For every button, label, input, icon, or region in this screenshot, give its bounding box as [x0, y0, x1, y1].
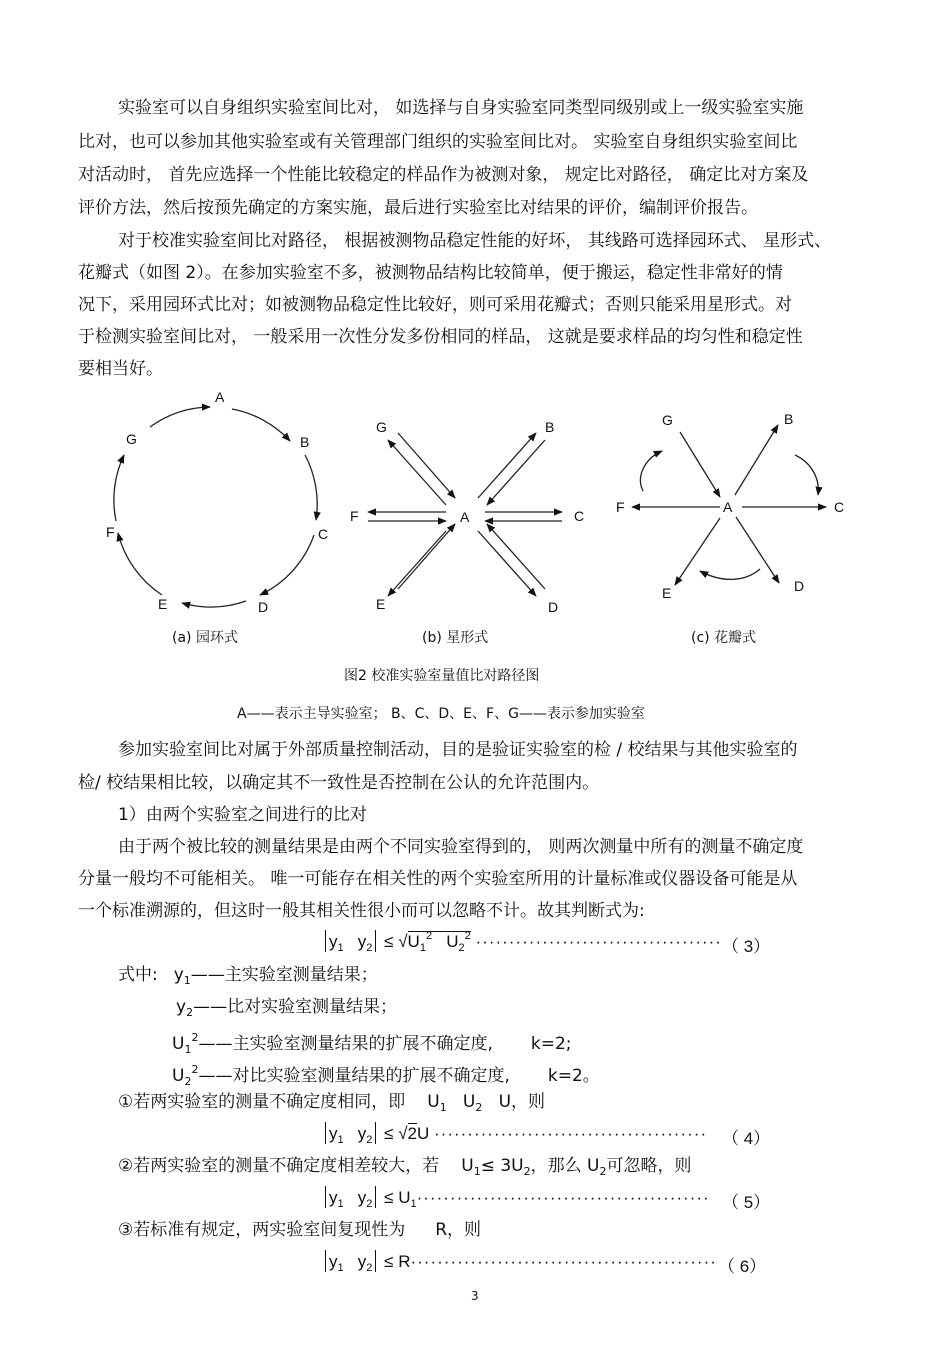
- equation-6-number: （ 6）: [718, 1257, 767, 1276]
- def3-text: ——主实验室测量结果的扩展不确定度,: [198, 1034, 493, 1054]
- equation-4: $y_1$ $y_2 \le √2U$ ·········································: [322, 1122, 707, 1146]
- figure-caption: 图2 校准实验室量值比对路径图: [344, 668, 540, 684]
- def4-line: [172, 1059, 600, 1093]
- subcaption-b: (b) 星形式: [422, 630, 489, 646]
- ring-label-b: B: [300, 434, 310, 450]
- def4-k: k=2。: [547, 1066, 600, 1086]
- star-label-d: D: [548, 599, 559, 615]
- petal-label-e: E: [662, 585, 672, 601]
- case2-mid: ，那么: [530, 1156, 582, 1176]
- case3-line: [118, 1219, 481, 1241]
- petal-label-f: F: [616, 499, 625, 515]
- ring-label-f: F: [106, 524, 115, 540]
- para1-line2: 比对，也可以参加其他实验室或有关管理部门组织的实验室间比对。 实验室自身组织实验室间比: [78, 132, 798, 152]
- def3-line: [172, 1027, 572, 1061]
- star-label-a: A: [460, 509, 470, 525]
- case3-r: R，则: [435, 1220, 482, 1240]
- figure-legend: A——表示主导实验室； B、C、D、E、F、G——表示参加实验室: [237, 706, 645, 722]
- ring-label-g: G: [126, 431, 137, 447]
- equation-3: $y_1$ $y_2 \le √U_1^2$ $U_2^2$ ·····································: [322, 930, 722, 954]
- ring-label-c: C: [318, 526, 329, 542]
- star-label-g: G: [376, 419, 387, 435]
- case2-text: ②若两实验室的测量不确定度相差较大，若: [118, 1156, 440, 1176]
- para2-line2: 花瓣式（如图 2）。在参加实验室不多，被测物品结构比较简单，便于搬运，稳定性非常好的情: [78, 263, 783, 283]
- def2-line: [176, 996, 397, 1024]
- para2-line3: 况下，采用园环式比对；如被测物品稳定性比较好，则可采用花瓣式；否则只能采用星形式。对: [78, 295, 792, 315]
- para4-line1: 由于两个被比较的测量结果是由两个不同实验室得到的， 则两次测量中所有的测量不确定度: [118, 837, 804, 857]
- para1-line4: 评价方法，然后按预先确定的方案实施，最后进行实验室比对结果的评价，编制评价报告。: [78, 198, 758, 218]
- case1-text: ①若两实验室的测量不确定度相同，即: [118, 1092, 406, 1112]
- def3-symbol: $U_1^2$: [172, 1031, 199, 1056]
- para3-line1: 参加实验室间比对属于外部质量控制活动，目的是验证实验室的检 / 校结果与其他实验室的: [118, 740, 798, 760]
- star-label-b: B: [545, 419, 555, 435]
- para2-line4: 于检测实验室间比对， 一般采用一次性分发多份相同的样品， 这就是要求样品的均匀性和稳定性: [78, 327, 803, 347]
- petal-label-a: A: [723, 499, 733, 515]
- petal-label-b: B: [784, 411, 794, 427]
- ring-label-a: A: [215, 389, 225, 405]
- def1-symbol: $y_1$: [173, 965, 191, 987]
- subcaption-c: (c) 花瓣式: [691, 630, 757, 646]
- where-label: [118, 964, 378, 992]
- petal-label-c: C: [834, 499, 845, 515]
- def2-text: ——比对实验室测量结果；: [193, 997, 398, 1017]
- para4-line2: 分量一般均不可能相关。 唯一可能存在相关性的两个实验室所用的计量标准或仪器设备可能是从: [78, 869, 798, 889]
- def3-k: k=2;: [530, 1034, 572, 1054]
- where-text: 式中:: [118, 965, 158, 985]
- para3-line2: 检/ 校结果相比较，以确定其不一致性是否控制在公认的允许范围内。: [78, 773, 600, 793]
- para2-line1: 对于校准实验室间比对路径， 根据被测物品稳定性能的好坏， 其线路可选择园环式、 星形式、: [118, 231, 832, 251]
- petal-label-d: D: [794, 578, 805, 594]
- case2-tail: 可忽略，则: [606, 1156, 692, 1176]
- case1-math: $U_1$ $U_2$ U: [427, 1092, 512, 1114]
- star-label-f: F: [350, 508, 359, 524]
- equation-4-number: （ 4）: [722, 1129, 771, 1148]
- ring-diagram: [114, 407, 317, 607]
- def4-symbol: $U_2^2$: [172, 1063, 199, 1088]
- case3-text: ③若标准有规定，两实验室间复现性为: [118, 1220, 406, 1240]
- item1-title: 1）由两个实验室之间进行的比对: [118, 805, 367, 825]
- case2-math: $U_1\le 3U_2$: [461, 1156, 531, 1178]
- def4-text: ——对比实验室测量结果的扩展不确定度,: [198, 1066, 510, 1086]
- para1-line1: 实验室可以自身组织实验室间比对， 如选择与自身实验室同类型同级别或上一级实验室实施: [118, 98, 804, 118]
- para1-line3: 对活动时， 首先应选择一个性能比较稳定的样品作为被测对象， 规定比对路径， 确定比对方案及: [78, 165, 809, 185]
- para4-line3: 一个标准溯源的，但这时一般其相关性很小而可以忽略不计。故其判断式为:: [78, 901, 645, 921]
- ring-label-e: E: [158, 596, 168, 612]
- case1-tail: ，则: [511, 1092, 546, 1112]
- equation-6: $y_1$ $y_2 \le R\cdot\cdot\cdot\cdot\cdot\cdot\cdot\cdot\cdot\cdot\cdot\cdot\cdot\cdot\cdot\cdot\cdot\cdot\cdot\cdot\cdot\cdot\cdot\cdot\cdot\cdot\cdot\cdot\cdot\cdot\cdot\cdot\cdot\cdot\cdot\cdot\cdot\cdot\cdot\cdot\cdot\cdot\cdot\cdot\cdot\cdot$: [322, 1250, 717, 1274]
- page-number: 3: [471, 1289, 479, 1303]
- para2-line5: 要相当好。: [78, 359, 163, 379]
- subcaption-a: (a) 园环式: [172, 630, 238, 646]
- case1-line: [118, 1091, 545, 1119]
- ring-label-d: D: [258, 599, 269, 615]
- petal-label-g: G: [662, 412, 673, 428]
- case2-symbol: $U_2$: [581, 1156, 607, 1178]
- equation-5-number: （ 5）: [722, 1193, 771, 1212]
- equation-3-number: （ 3）: [722, 937, 771, 956]
- figure-comparison-paths: [0, 385, 950, 625]
- star-label-e: E: [376, 596, 386, 612]
- def1-text: ——主实验室测量结果；: [190, 965, 378, 985]
- star-label-c: C: [574, 508, 585, 524]
- def2-symbol: $y_2$: [176, 997, 194, 1019]
- case2-line: [118, 1155, 691, 1183]
- equation-5: $y_1$ $y_2 \le U_1\cdot\cdot\cdot\cdot\cdot\cdot\cdot\cdot\cdot\cdot\cdot\cdot\cdot\cdot\cdot\cdot\cdot\cdot\cdot\cdot\cdot\cdot\cdot\cdot\cdot\cdot\cdot\cdot\cdot\cdot\cdot\cdot\cdot\cdot\cdot\cdot\cdot\cdot\cdot\cdot\cdot\cdot\cdot\cdot$: [322, 1186, 710, 1210]
